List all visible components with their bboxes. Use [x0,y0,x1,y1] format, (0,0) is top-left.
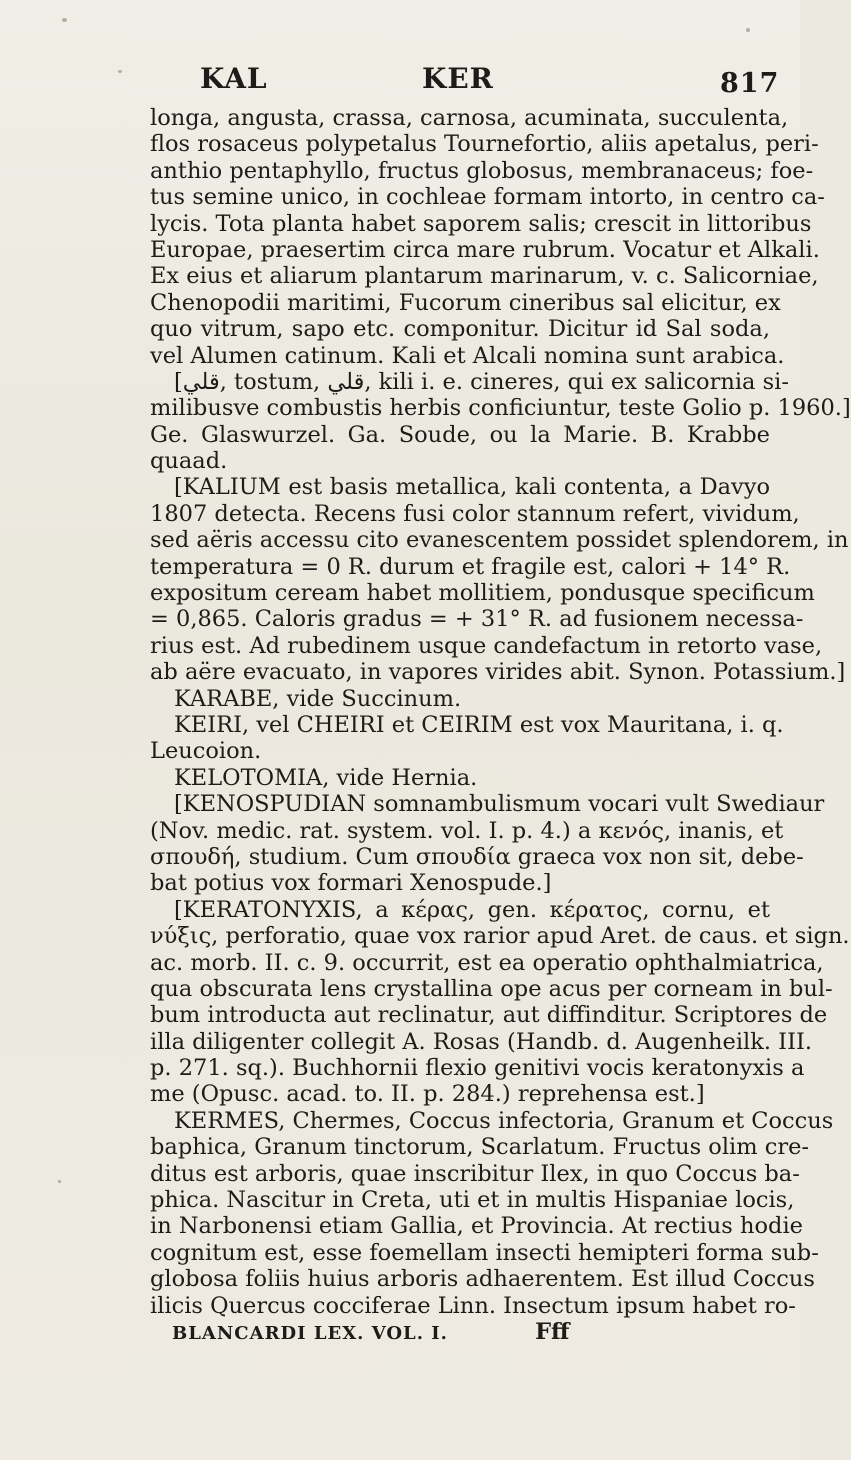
scan-speck [746,28,750,32]
text-line: Ex eius et aliarum plantarum marinarum, v. c. Salicorniae, [150,263,819,290]
entry-text-block [150,105,851,1345]
text-line: baphica, Granum tinctorum, Scarlatum. Fructus olim cre- [150,1134,810,1161]
text-line: ab aëre evacuato, in vapores virides abit. Synon. Potassium.] [150,659,846,686]
text-line: bat potius vox formari Xenospude.] [150,870,552,897]
text-line: = 0,865. Caloris gradus = + 31° R. ad fusionem necessa- [150,606,804,633]
entry-kermes: KERMES, Chermes, Coccus infectoria, Granum et Coccus [174,1107,834,1134]
entry-kelotomia: KELOTOMIA, vide Hernia. [174,764,478,791]
text-line: longa, angusta, crassa, carnosa, acuminata, succulenta, [150,105,789,131]
text-line: lycis. Tota planta habet saporem salis; crescit in littoribus [150,210,812,237]
header-left-word: KAL [200,62,268,95]
text-line: Europae, praesertim circa mare rubrum. Vocatur et Alkali. [150,236,820,263]
text-line: p. 271. sq.). Buchhornii flexio genitivi vocis keratonyxis a [150,1055,805,1082]
text-line: (Nov. medic. rat. system. vol. I. p. 4.) a κενός, inanis, et [150,817,784,844]
text-line: anthio pentaphyllo, fructus globosus, membranaceus; foe- [150,157,814,184]
text-line: temperatura = 0 R. durum et fragile est, calori + 14° R. [150,553,791,580]
text-line: Ge. Glaswurzel. Ga. Soude, ou la Marie. B. Krabbe [150,421,770,448]
text-line: Chenopodii maritimi, Fucorum cineribus sal elicitur, ex [150,289,781,316]
text-line: tus semine unico, in cochleae formam intorto, in centro ca- [150,184,825,211]
running-header [0,62,800,102]
text-line: flos rosaceus polypetalus Tournefortio, aliis apetalus, peri- [150,131,819,158]
text-line: expositum ceream habet mollitiem, pondusque specificum [150,580,815,607]
scan-speck [776,820,780,823]
text-line: [قلي, tostum, قلي, kili i. e. cineres, qui ex salicornia si- [174,368,789,395]
page-number: 817 [720,68,780,99]
entry-kalium: [KALIUM est basis metallica, kali contenta, a Davyo [174,474,770,501]
text-line: in Narbonensi etiam Gallia, et Provincia. At rectius hodie [150,1213,803,1240]
text-line: quo vitrum, sapo etc. componitur. Dicitur id Sal soda, [150,316,770,343]
text-line: 1807 detecta. Recens fusi color stannum refert, vividum, [150,500,800,527]
text-line: globosa foliis huius arboris adhaerentem. Est illud Coccus [150,1266,815,1293]
text-line: νύξις, perforatio, quae vox rarior apud Aret. de caus. et sign. [150,923,850,950]
text-line: ac. morb. II. c. 9. occurrit, est ea operatio ophthalmiatrica, [150,949,824,976]
entry-kenospudian: [KENOSPUDIAN somnambulismum vocari vult Swediaur [174,791,825,818]
text-line: cognitum est, esse foemellam insecti hemipteri forma sub- [150,1239,819,1266]
scan-speck [62,18,67,22]
text-line: quaad. [150,448,228,475]
text-line: rius est. Ad rubedinem usque candefactum in retorto vase, [150,632,823,659]
text-line: phica. Nascitur in Creta, uti et in multis Hispaniae locis, [150,1187,795,1214]
page-footer [150,1319,770,1345]
signature-mark: BLANCARDI LEX. VOL. I. [172,1322,448,1344]
text-line: ilicis Quercus cocciferae Linn. Insectum ipsum habet ro- [150,1292,796,1319]
text-line: σπουδή, studium. Cum σπουδία graeca vox non sit, debe- [150,843,804,870]
text-line: milibusve combustis herbis conficiuntur, teste Golio p. 1960.] [150,395,851,422]
text-line: bum introducta aut reclinatur, aut diffinditur. Scriptores de [150,1002,828,1029]
text-line: Leucoion. [150,738,262,765]
entry-keratonyxis: [KERATONYXIS, a κέρας, gen. κέρατος, cornu, et [174,896,770,923]
text-line: me (Opusc. acad. to. II. p. 284.) reprehensa est.] [150,1081,705,1108]
entry-keiri: KEIRI, vel CHEIRI et CEIRIM est vox Mauritana, i. q. [174,711,784,738]
scan-speck [58,1180,61,1183]
text-line: ditus est arboris, quae inscribitur Ilex, in quo Coccus ba- [150,1160,800,1187]
header-center-word: KER [422,62,494,95]
text-line: sed aëris accessu cito evanescentem possidet splendorem, in [150,527,849,554]
entry-karabe: KARABE, vide Succinum. [174,685,462,712]
gathering-mark: Fff [535,1318,570,1345]
scan-speck [118,70,122,73]
text-line: qua obscurata lens crystallina ope acus per corneam in bul- [150,975,833,1002]
text-line: vel Alumen catinum. Kali et Alcali nomina sunt arabica. [150,342,785,369]
text-line: illa diligenter collegit A. Rosas (Handb. d. Augenheilk. III. [150,1028,812,1055]
